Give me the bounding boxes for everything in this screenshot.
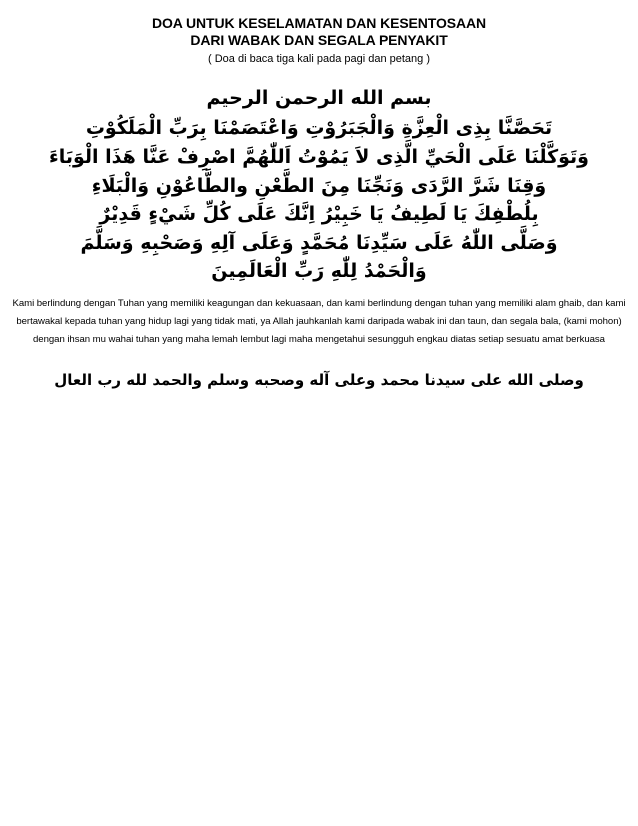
- document-subtitle: ( Doa di baca tiga kali pada pagi dan petang ): [208, 53, 430, 65]
- arabic-basmala: بسم الله الرحمن الرحيم: [206, 87, 432, 109]
- malay-translation-paragraph: Kami berlindung dengan Tuhan yang memiliki keagungan dan kekuasaan, dan kami berlindung dengan tuhan yang memiliki alam ghaib, dan kami bertawakal kepada tuhan yang hidup lagi yang tidak mati, ya Allah jauhkanlah kami daripada wabak ini dan taun, dan segala bala, (kami mohon) dengan ihsan mu wahai tuhan yang maha lemah lembut lagi maha mengetahui sesungguh engkau diatas setiap sesuatu amat berkuasa: [12, 298, 626, 345]
- arabic-prayer-line-5: وَصَلَّى اللّٰهُ عَلَى سَيِّدِنَا مُحَمَّدٍ وَعَلَى آلِهِ وَصَحْبِهِ وَسَلَّمَ: [80, 232, 558, 254]
- arabic-prayer-line-1: تَحَصَّنَّا بِذِى الْعِزَّةِ وَالْجَبَرُوْتِ وَاعْتَصَمْنَا بِرَبِّ الْمَلَكُوْتِ: [85, 117, 553, 139]
- arabic-prayer-line-6: وَالْحَمْدُ لِلّٰهِ رَبِّ الْعَالَمِينَ: [211, 260, 427, 282]
- arabic-prayer-line-3: وَقِنَا شَرَّ الرَّدَى وَنَجِّنَا مِنَ الطَّعْنِ والطَّاعُوْنِ وَالْبَلَاءِ: [91, 175, 547, 197]
- arabic-prayer-line-4: بِلُطْفِكَ يَا لَطِيفُ يَا خَبِيْرُ اِنَّكَ عَلَى كُلِّ شَيْءٍ قَدِيْرٌ: [99, 203, 539, 225]
- document-title-line-2: DARI WABAK DAN SEGALA PENYAKIT: [190, 32, 448, 48]
- arabic-prayer-line-2: وَتَوَكَّلْنَا عَلَى الْحَيِّ الَّذِى لاَ يَمُوْتُ اَللّٰهُمَّ اصْرِفْ عَنَّا هَذَا الْوَبَاءَ: [49, 146, 589, 168]
- document-title-line-1: DOA UNTUK KESELAMATAN DAN KESENTOSAAN: [151, 15, 487, 31]
- arabic-closing-line: وصلى الله على سيدنا محمد وعلى آله وصحبه وسلم والحمد لله رب العال: [54, 371, 584, 389]
